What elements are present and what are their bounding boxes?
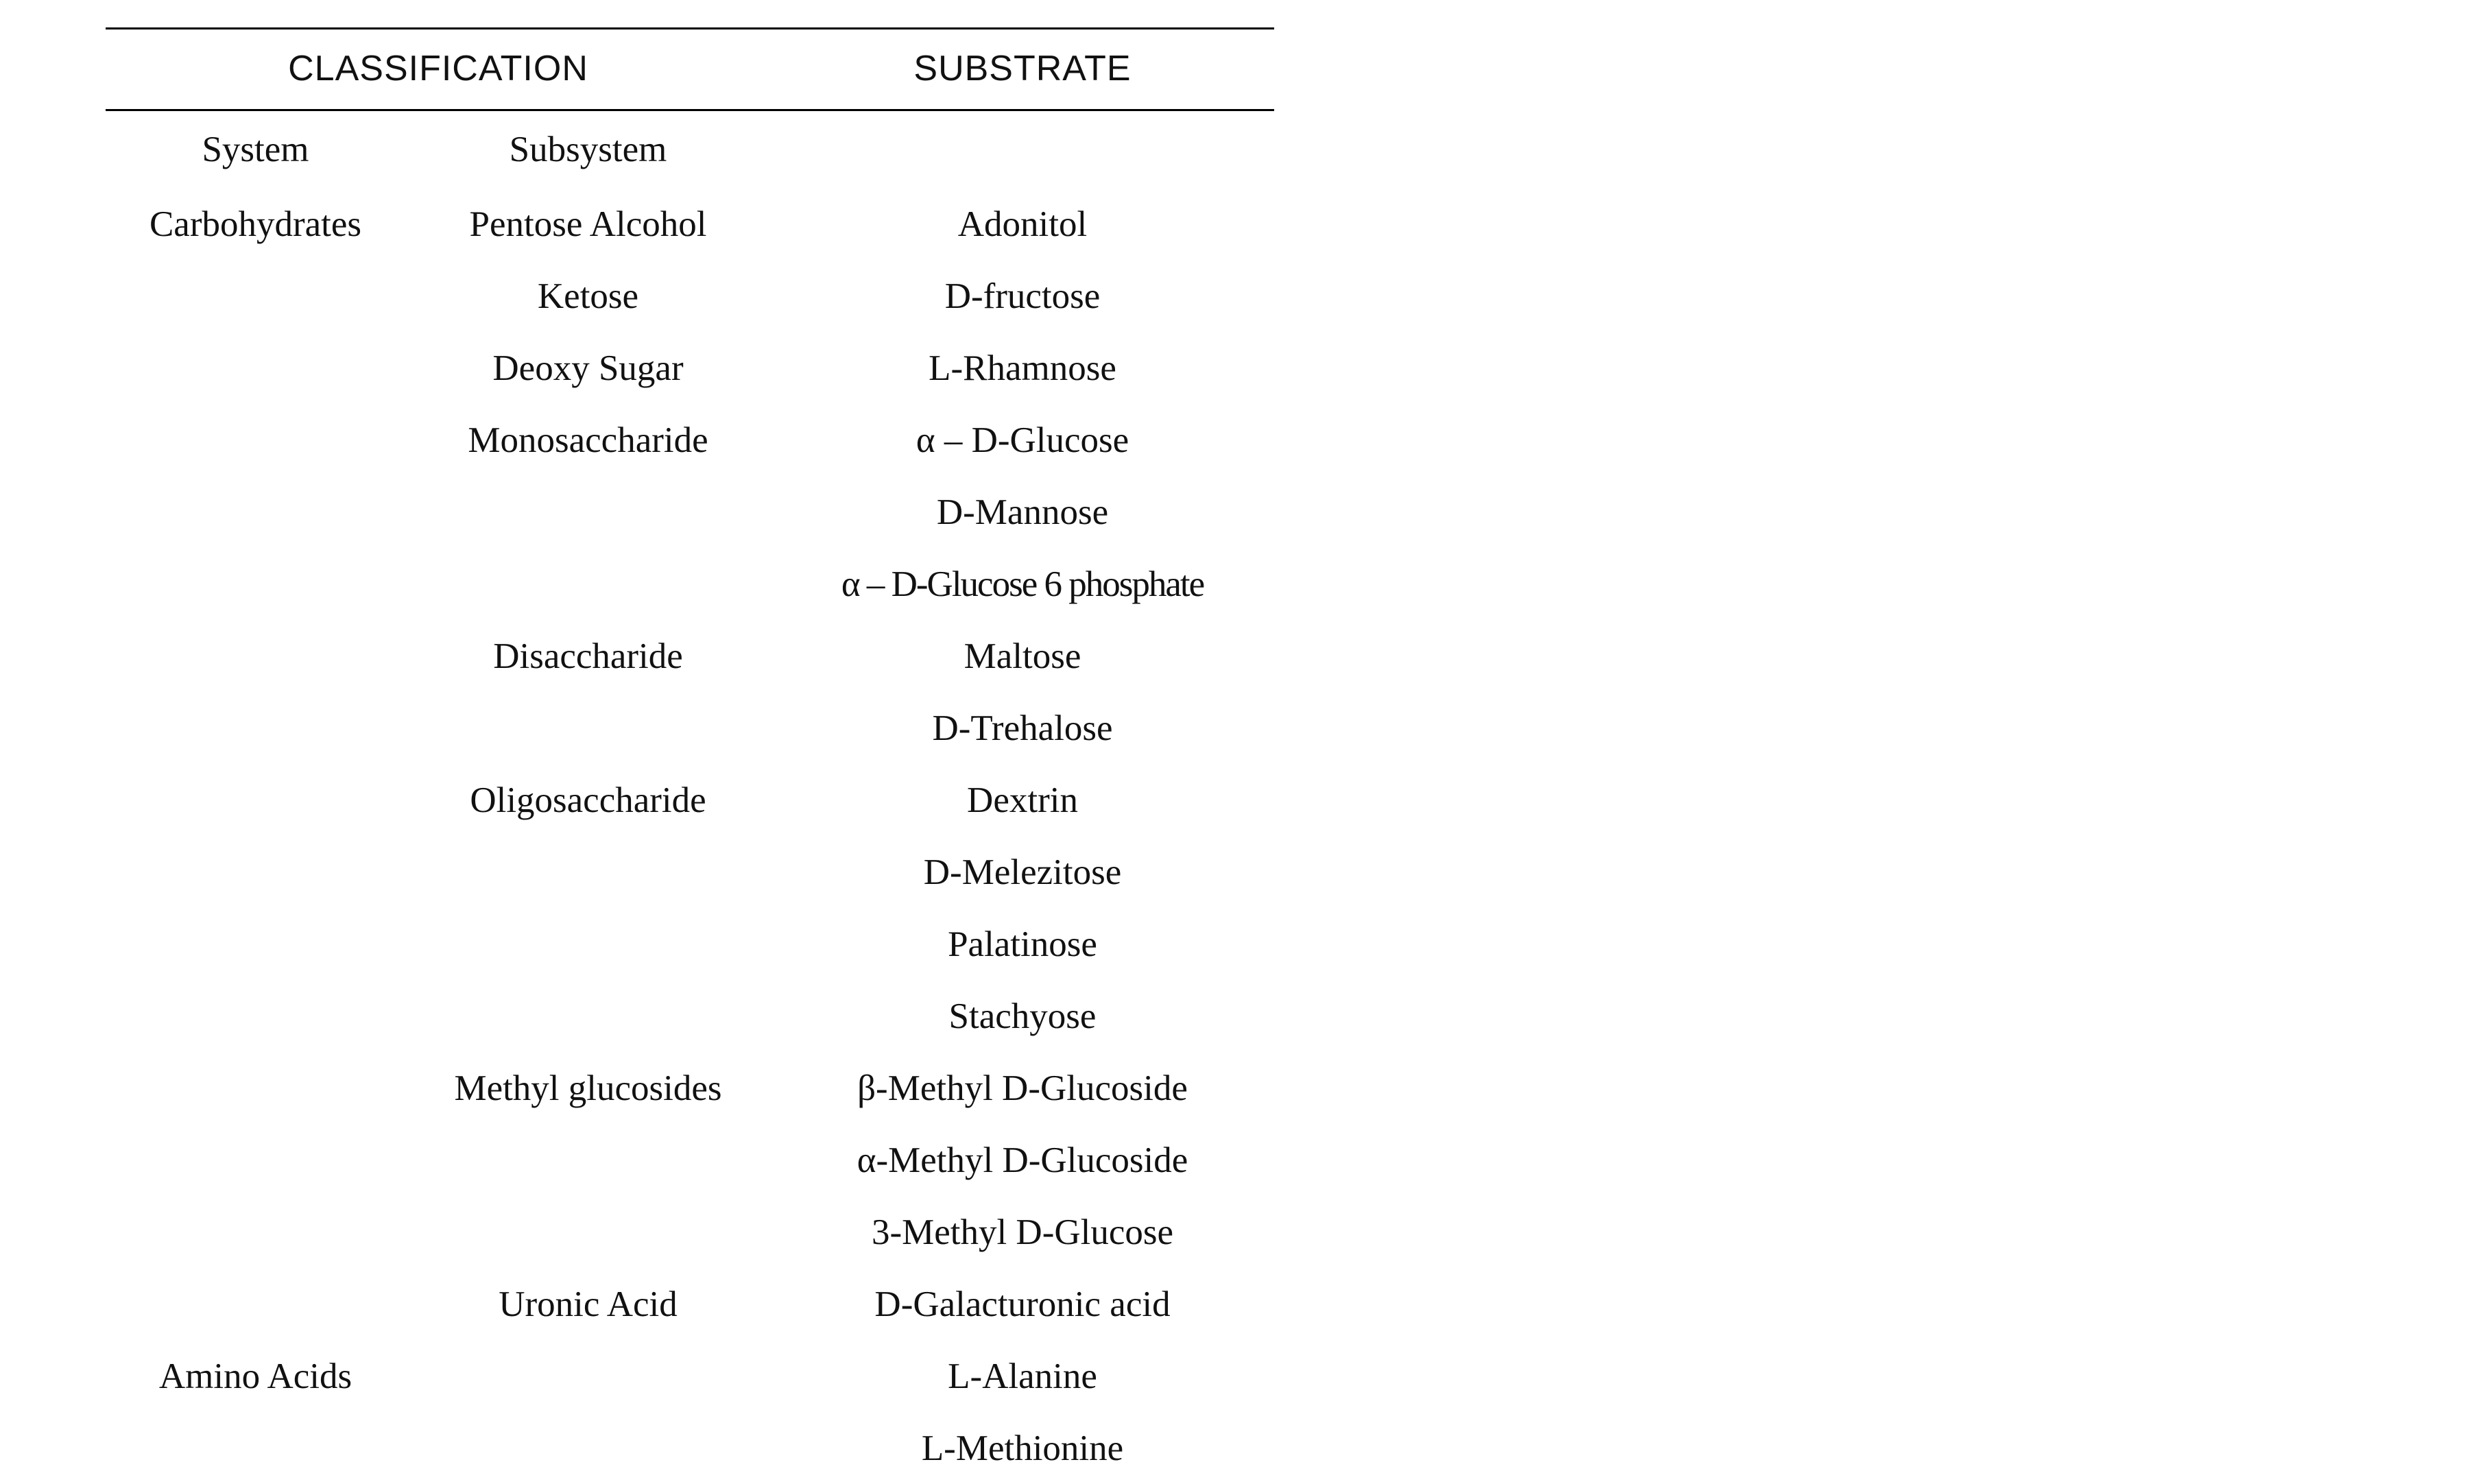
substrate-cell: Adonitol — [957, 204, 1088, 244]
subsystem-cell: Oligosaccharide — [470, 780, 706, 820]
subsystem-cell: Deoxy Sugar — [492, 348, 684, 388]
substrate-cell: α – D-Glucose 6 phosphate — [841, 564, 1204, 604]
subsystem-cell: Subsystem — [509, 130, 667, 169]
table-row — [106, 1052, 1274, 1124]
substrate-cell: Palatinose — [948, 924, 1097, 964]
substrate-cell: D-Galacturonic acid — [874, 1284, 1171, 1324]
substrate-cell: β-Methyl D-Glucoside — [857, 1068, 1188, 1108]
substrate-cell: L-Rhamnose — [929, 348, 1116, 388]
system-cell: System — [202, 130, 309, 169]
table-row — [106, 764, 1274, 836]
subsystem-cell: Uronic Acid — [499, 1284, 678, 1324]
table-row — [106, 1196, 1274, 1268]
substrate-cell: Maltose — [964, 636, 1081, 676]
table-row — [106, 548, 1274, 620]
table-row — [106, 260, 1274, 332]
subsystem-cell: Ketose — [537, 276, 639, 316]
substrate-cell: α-Methyl D-Glucoside — [857, 1140, 1188, 1180]
substrate-cell: Dextrin — [967, 780, 1078, 820]
table-row — [106, 908, 1274, 980]
subsystem-cell: Disaccharide — [493, 636, 683, 676]
table-row — [106, 1340, 1274, 1412]
table-row — [106, 332, 1274, 404]
substrate-cell: D-Mannose — [936, 492, 1109, 532]
substrate-cell: L-Methionine — [921, 1428, 1124, 1468]
table-row — [106, 476, 1274, 548]
substrate-cell: α – D-Glucose — [916, 420, 1129, 460]
table-row — [106, 692, 1274, 764]
substrate-cell: 3-Methyl D-Glucose — [871, 1212, 1174, 1252]
table-row — [106, 1268, 1274, 1340]
table-row — [106, 620, 1274, 692]
substrate-cell: D-Melezitose — [923, 852, 1122, 892]
table-row — [106, 836, 1274, 908]
table-row — [106, 980, 1274, 1052]
table-body — [106, 111, 1274, 1484]
table-row — [106, 1124, 1274, 1196]
subsystem-cell: Methyl glucosides — [454, 1068, 722, 1108]
subsystem-cell: Monosaccharide — [468, 420, 708, 460]
substrate-cell: Stachyose — [948, 996, 1097, 1036]
system-cell: Carbohydrates — [149, 204, 362, 244]
header-classification: CLASSIFICATION — [288, 48, 588, 88]
header-substrate: SUBSTRATE — [913, 48, 1132, 88]
table-row — [106, 111, 1274, 188]
substrate-cell: D-Trehalose — [932, 708, 1113, 748]
subsystem-cell: Pentose Alcohol — [469, 204, 707, 244]
table-row — [106, 404, 1274, 476]
substrate-cell: D-fructose — [944, 276, 1101, 316]
system-cell: Amino Acids — [158, 1356, 352, 1396]
table-row — [106, 1412, 1274, 1484]
table-row — [106, 188, 1274, 260]
substrate-cell: L-Alanine — [948, 1356, 1097, 1396]
